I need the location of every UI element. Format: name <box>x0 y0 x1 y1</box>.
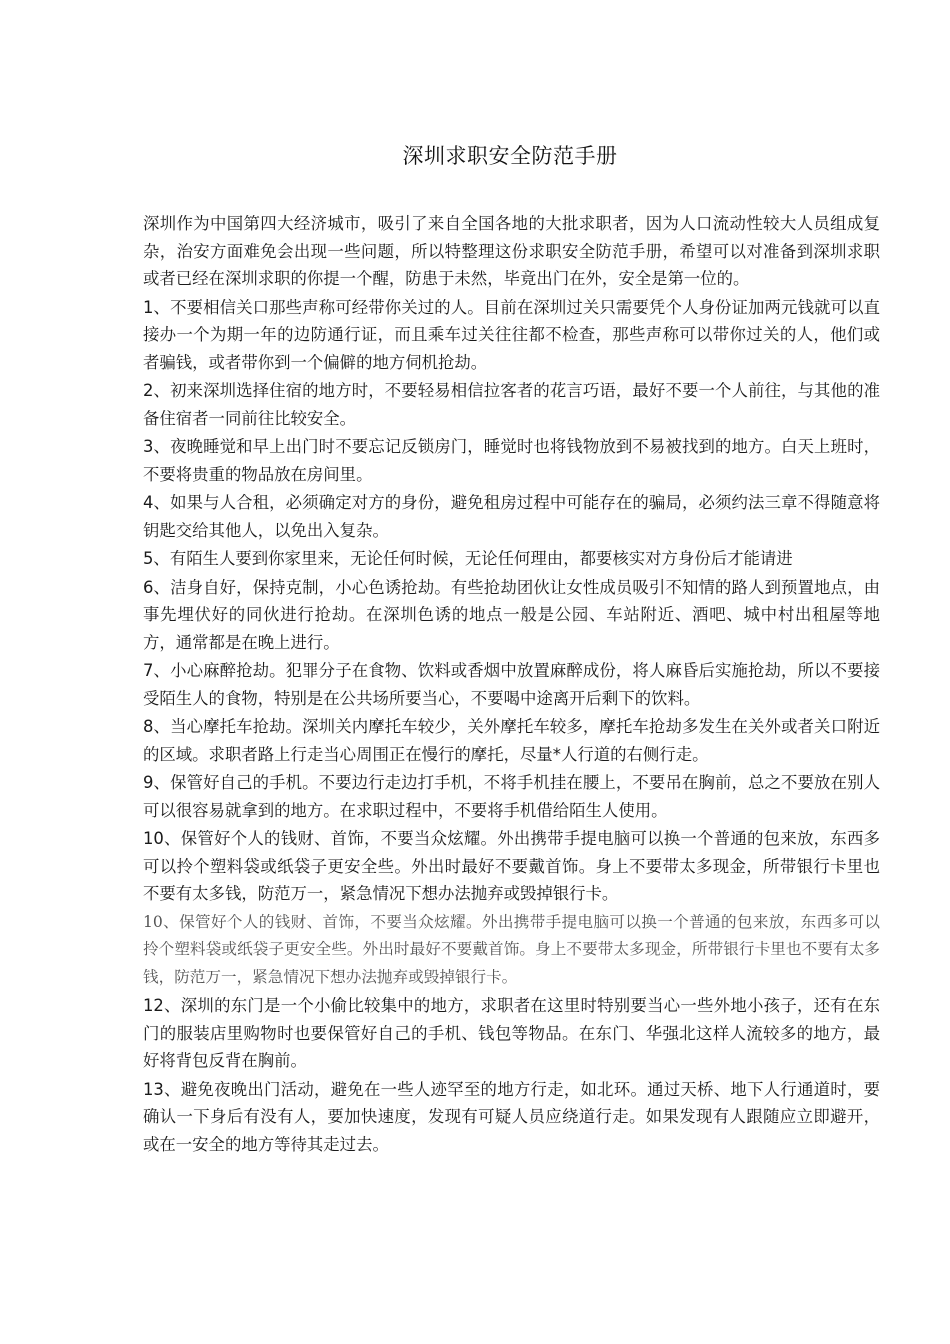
document-title: 深圳求职安全防范手册 <box>402 144 618 168</box>
paragraph-item-13: 13、避免夜晚出门活动，避免在一些人迹罕至的地方行走，如北环。通过天桥、地下人行通道时，要确认一下身后有没有人，要加快速度，发现有可疑人员应绕道行走。如果发现有人跟随应立即避开，或在一安全的地方等待其走过去。 <box>143 1079 880 1154</box>
paragraph-item-12: 12、深圳的东门是一个小偷比较集中的地方，求职者在这里时特别要当心一些外地小孩子，还有在东门的服装店里购物时也要保管好自己的手机、钱包等物品。在东门、华强北这样人流较多的地方，最好将背包反背在胸前。 <box>143 996 880 1070</box>
paragraph-item-3: 3、夜晚睡觉和早上出门时不要忘记反锁房门，睡觉时也将钱物放到不易被找到的地方。白天上班时，不要将贵重的物品放在房间里。 <box>143 437 880 484</box>
paragraph-item-5: 5、有陌生人要到你家里来，无论任何时候，无论任何理由，都要核实对方身份后才能请进 <box>143 549 793 568</box>
paragraph-item-8: 8、当心摩托车抢劫。深圳关内摩托车较少，关外摩托车较多，摩托车抢劫多发生在关外或者关口附近的区域。求职者路上行走当心周围正在慢行的摩托，尽量*人行道的右侧行走。 <box>143 717 880 764</box>
paragraph-item-1: 1、不要相信关口那些声称可经带你关过的人。目前在深圳过关只需要凭个人身份证加两元钱就可以直接办一个为期一年的边防通行证，而且乘车过关往往都不检查，那些声称可以带你过关的人，他们或者骗钱，或者带你到一个偏僻的地方伺机抢劫。 <box>143 297 880 372</box>
paragraph-item-7: 7、小心麻醉抢劫。犯罪分子在食物、饮料或香烟中放置麻醉成份，将人麻昏后实施抢劫，所以不要接受陌生人的食物，特别是在公共场所要当心，不要喝中途离开后剩下的饮料。 <box>143 661 880 708</box>
paragraph-item-4: 4、如果与人合租，必须确定对方的身份，避免租房过程中可能存在的骗局，必须约法三章不得随意将钥匙交给其他人，以免出入复杂。 <box>143 493 880 540</box>
document-body <box>143 210 880 1159</box>
paragraph-item-6: 6、洁身自好，保持克制，小心色诱抢劫。有些抢劫团伙让女性成员吸引不知情的路人到预置地点，由事先埋伏好的同伙进行抢劫。在深圳色诱的地点一般是公园、车站附近、酒吧、城中村出租屋等地方，通常都是在晚上进行。 <box>143 577 880 652</box>
paragraph-item-2: 2、初来深圳选择住宿的地方时，不要轻易相信拉客者的花言巧语，最好不要一个人前往，与其他的准备住宿者一同前往比较安全。 <box>143 381 880 428</box>
paragraph-intro: 深圳作为中国第四大经济城市，吸引了来自全国各地的大批求职者，因为人口流动性较大人员组成复杂，治安方面难免会出现一些问题，所以特整理这份求职安全防范手册，希望可以对准备到深圳求职或者已经在深圳求职的你提一个醒，防患于未然，毕竟出门在外，安全是第一位的。 <box>143 214 880 288</box>
paragraph-item-10: 10、保管好个人的钱财、首饰，不要当众炫耀。外出携带手提电脑可以换一个普通的包来放，东西多可以拎个塑料袋或纸袋子更安全些。外出时最好不要戴首饰。身上不要带太多现金，所带银行卡里也不要有太多钱，防范万一，紧急情况下想办法抛弃或毁掉银行卡。 <box>143 829 880 903</box>
paragraph-item-10-duplicate: 10、保管好个人的钱财、首饰，不要当众炫耀。外出携带手提电脑可以换一个普通的包来放，东西多可以拎个塑料袋或纸袋子更安全些。外出时最好不要戴首饰。身上不要带太多现金，所带银行卡里也不要有太多钱，防范万一，紧急情况下想办法抛弃或毁掉银行卡。 <box>143 912 880 986</box>
paragraph-item-9: 9、保管好自己的手机。不要边行走边打手机，不将手机挂在腰上，不要吊在胸前，总之不要放在别人可以很容易就拿到的地方。在求职过程中，不要将手机借给陌生人使用。 <box>143 773 880 820</box>
